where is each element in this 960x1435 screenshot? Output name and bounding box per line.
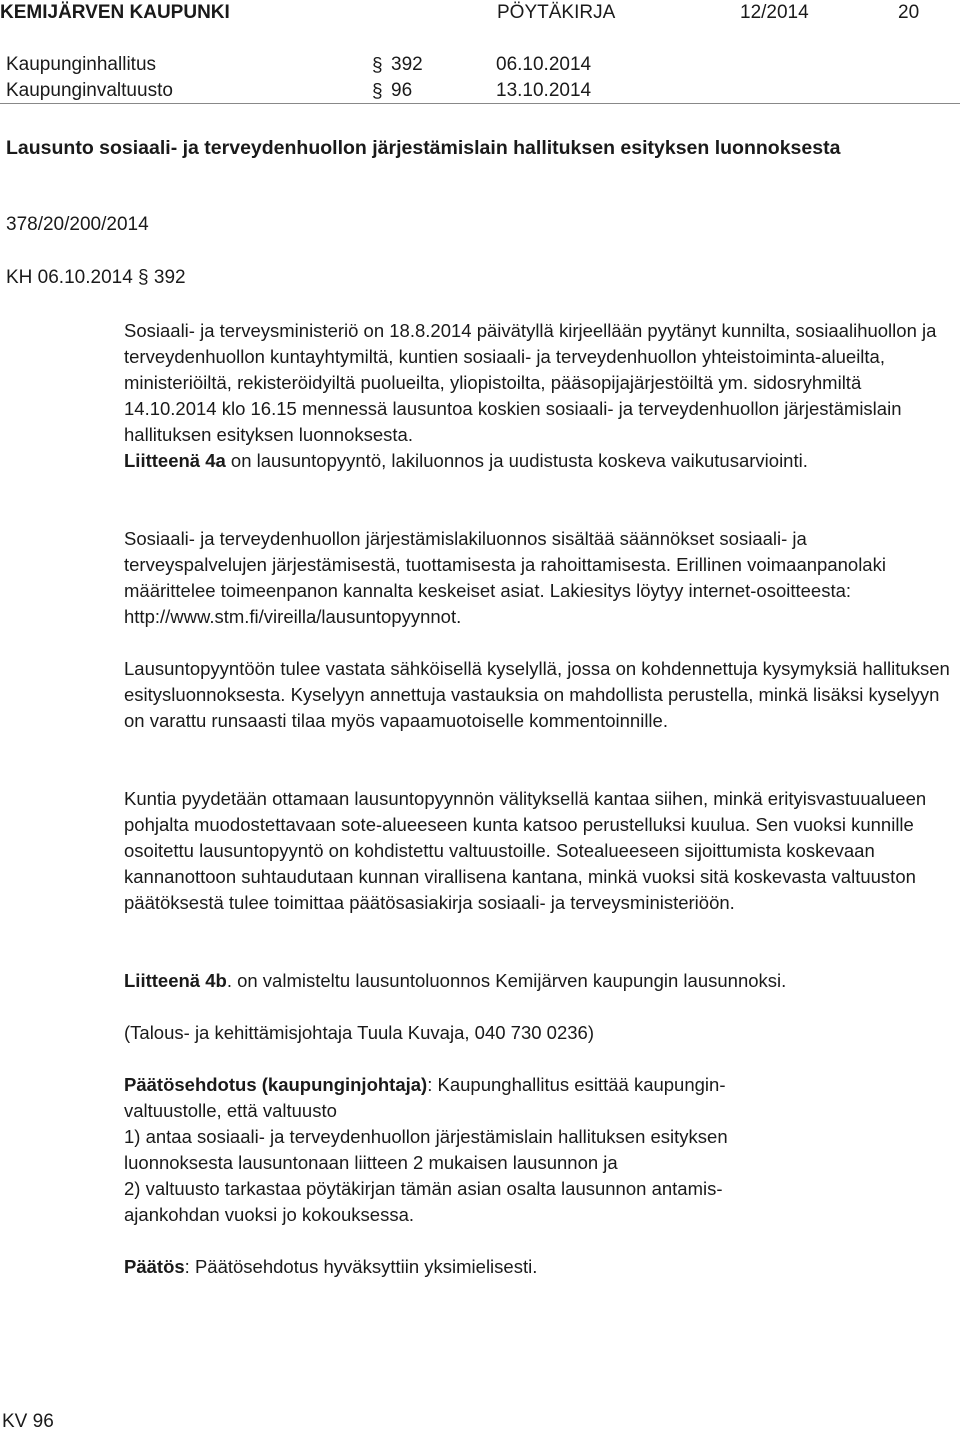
paragraph-text: Lausuntopyyntöön tulee vastata sähköisellä kyselyllä, jossa on kohdennettuja kysymyksiä hallituksen esitysluonnoksesta. Kyselyyn annettuja vastauksia on mahdollista perustella, minkä lisäksi kyselyyn on varattu runsaasti tilaa myös vapaamuotoiselle kommentoinnille. (124, 658, 950, 731)
attachment-label: Liitteenä 4a (124, 450, 226, 471)
proposal-text: : Kaupunghallitus esittää kaupungin- (427, 1074, 726, 1095)
proposal-line: valtuustolle, että valtuusto (124, 1100, 337, 1121)
paragraph-proposal (124, 1072, 954, 1228)
attachment-text: on lausuntopyyntö, lakiluonnos ja uudistusta koskeva vaikutusarviointi. (225, 450, 808, 471)
footer-text: KV 96 (2, 1411, 54, 1432)
kh-reference (6, 267, 186, 289)
section-sign-icon (372, 81, 383, 101)
paragraph-region (124, 786, 954, 916)
paragraph-text: Sosiaali- ja terveysministeriö on 18.8.2014 päivätyllä kirjeellään pyytänyt kunnilta, sosiaalihuollon ja terveydenhuollon kuntayhtymiltä, kuntien sosiaali- ja terveydenhuollon yhteistoiminta-alueilta, ministeriöiltä, rekisteröidyiltä puolueilta, yliopistoilta, pääsopijajärjestöiltä ym. sidosryhmiltä 14.10.2014 klo 16.15 mennessä lausuntoa koskien sosiaali- ja terveydenhuollon järjestämislain hallituksen esityksen luonnoksesta. (124, 320, 937, 445)
paragraph-text: Kuntia pyydetään ottamaan lausuntopyynnön välityksellä kantaa siihen, minkä erityisvastuualueen pohjalta muodostettavaan sote-alueeseen kunta katsoo perustelluksi kuulua. Sen vuoksi kunnille osoitettu lausuntopyyntö on kohdistettu valtuustoille. Sotealueeseen sijoittumista koskevaan kannanottoon suhtaudutaan kunnan virallisena kantana, minkä vuoksi sitä koskevasta valtuuston päätöksestä tulee toimittaa päätösasiakirja sosiaali- ja terveysministeriöön. (124, 788, 927, 913)
decision-text: : Päätösehdotus hyväksyttiin yksimielisesti. (184, 1256, 538, 1277)
paragraph-contact (124, 1020, 954, 1046)
document-number: 12/2014 (740, 2, 809, 23)
contact-text: (Talous- ja kehittämisjohtaja Tuula Kuvaja, 040 730 0236) (124, 1022, 594, 1043)
header-divider (0, 103, 960, 104)
paragraph-law-content (124, 526, 954, 630)
svg-text:§: § (372, 55, 383, 75)
attachment-text: . on valmisteltu lausuntoluonnos Kemijärven kaupungin lausunnoksi. (226, 970, 787, 991)
organization-name: KEMIJÄRVEN KAUPUNKI (0, 2, 230, 23)
paragraph-survey (124, 656, 954, 734)
meeting-section: 96 (391, 80, 413, 101)
meeting-body: Kaupunginvaltuusto (6, 80, 173, 101)
page-number: 20 (898, 2, 920, 23)
kh-reference-prefix: KH 06.10.2014 (6, 267, 133, 288)
proposal-line: 2) valtuusto tarkastaa pöytäkirjan tämän asian osalta lausunnon antamis- (124, 1178, 723, 1199)
svg-text:§: § (372, 81, 383, 101)
proposal-line: luonnoksesta lausuntonaan liitteen 2 mukaisen lausunnon ja (124, 1152, 618, 1173)
decision-line (124, 1254, 954, 1280)
kh-reference-section: 392 (153, 267, 186, 288)
meeting-section: 392 (391, 54, 423, 75)
proposal-line: 1) antaa sosiaali- ja terveydenhuollon järjestämislain hallituksen esityksen (124, 1126, 728, 1147)
section-sign-icon (372, 55, 383, 75)
paragraph-attachment-4b (124, 968, 954, 994)
decision-label: Päätös (124, 1256, 185, 1277)
proposal-label: Päätösehdotus (kaupunginjohtaja) (124, 1074, 428, 1095)
footer-reference (2, 1411, 54, 1433)
attachment-note (124, 448, 954, 474)
section-sign-icon: § (138, 267, 149, 288)
meeting-date: 13.10.2014 (496, 80, 592, 101)
meeting-body: Kaupunginhallitus (6, 54, 157, 75)
page-title: Lausunto sosiaali- ja terveydenhuollon järjestämislain hallituksen esityksen luonnoksesta (6, 137, 841, 159)
meeting-date: 06.10.2014 (496, 54, 592, 75)
attachment-label: Liitteenä 4b (124, 970, 227, 991)
record-id: 378/20/200/2014 (6, 214, 149, 235)
paragraph-decision (124, 1254, 954, 1280)
attachment-note (124, 968, 954, 994)
proposal-line (124, 1072, 954, 1098)
paragraph-request (124, 318, 954, 474)
proposal-line: ajankohdan vuoksi jo kokouksessa. (124, 1204, 415, 1225)
document-type: PÖYTÄKIRJA (497, 2, 616, 23)
paragraph-text: Sosiaali- ja terveydenhuollon järjestämislakiluonnos sisältää säännökset sosiaali- ja terveyspalvelujen järjestämisestä, tuottamisesta ja rahoittamisesta. Erillinen voimaanpanolaki määrittelee toimeenpanon kannalta keskeiset asiat. Lakiesitys löytyy internet-osoitteesta: http://www.stm.fi/vireilla/lausuntopyynnot. (124, 528, 886, 627)
